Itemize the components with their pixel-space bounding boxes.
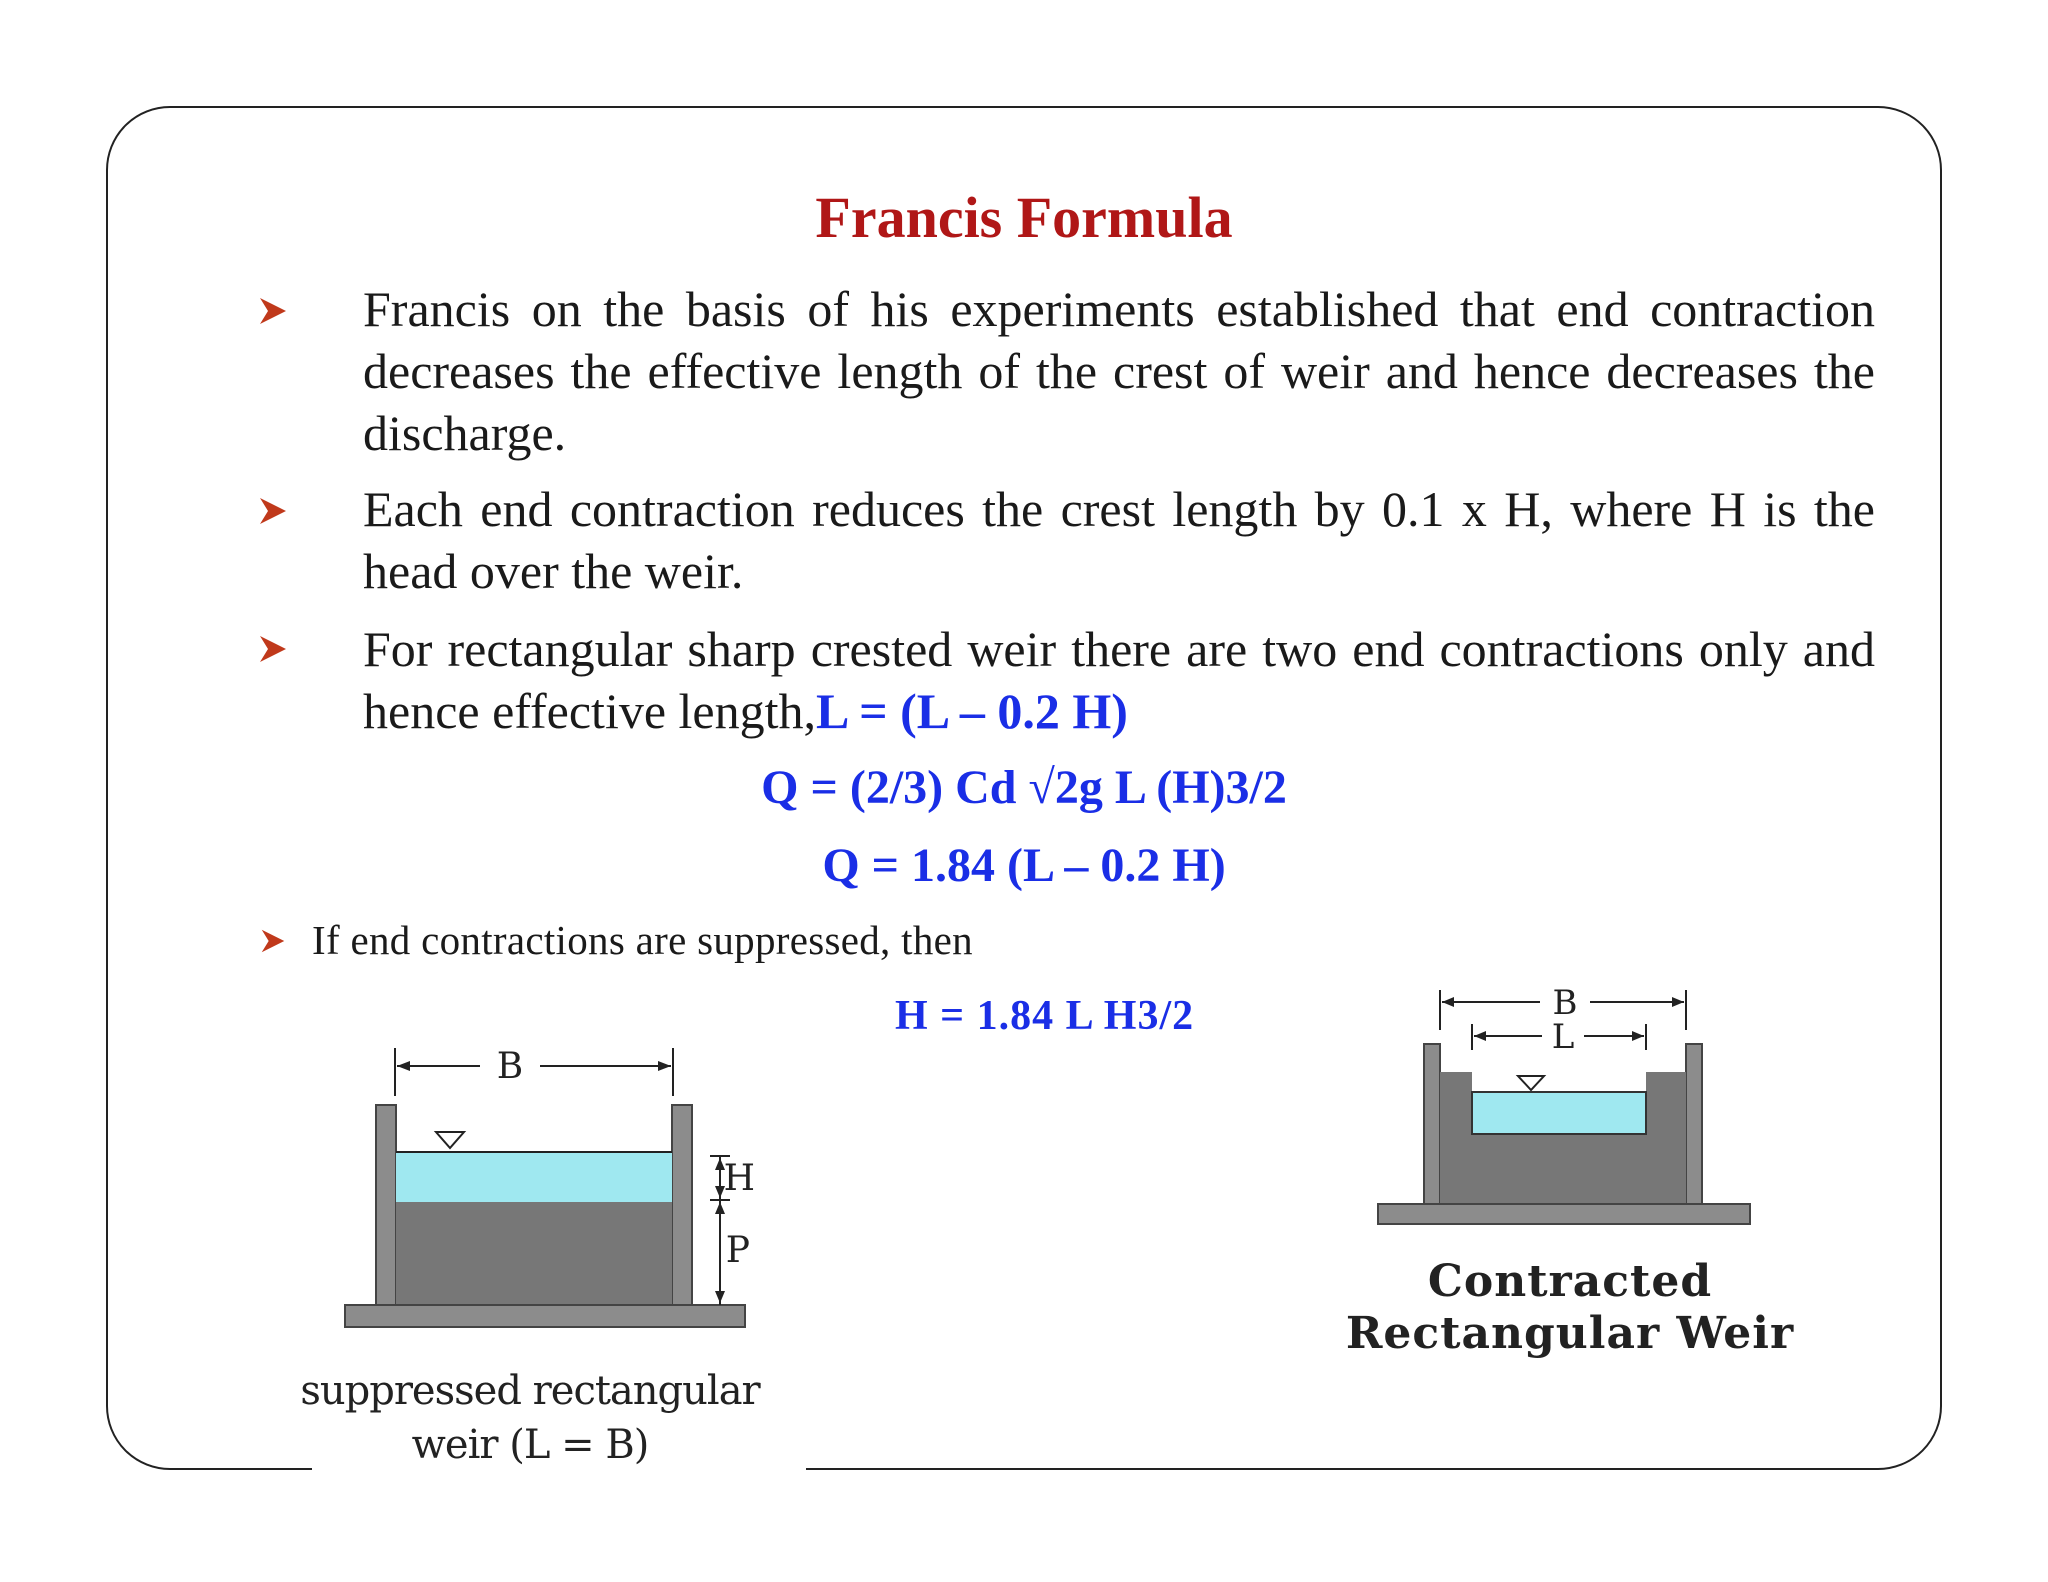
contracted-weir-diagram [1370,980,1760,1250]
suppressed-caption-line-1: suppressed rectangular [300,1368,760,1414]
contracted-dimension-b-label: B [1552,983,1578,1023]
bullet-3-text [363,618,1875,742]
suppressed-weir-caption [300,1364,760,1472]
dimension-b-label: B [496,1046,524,1087]
bullet-3-body: For rectangular sharp crested weir there are two end contractions only and hence effective length, [363,621,1875,739]
suppressed-caption-line-2: weir (L = B) [411,1422,649,1468]
dimension-p-label: P [725,1230,750,1271]
effective-length-equation: L = (L – 0.2 H) [816,683,1128,739]
contracted-caption-line-1: Contracted [1427,1256,1713,1307]
arrow-bullet-icon [260,928,286,954]
arrow-bullet-icon [258,634,288,664]
contracted-caption-line-2: Rectangular Weir [1345,1308,1795,1359]
arrow-bullet-icon [258,296,288,326]
water-level-triangle-icon [436,1132,464,1148]
discharge-equation-2: Q = 1.84 (L – 0.2 H) [822,839,1226,892]
bullet-4-text: If end contractions are suppressed, then [312,917,973,963]
contracted-weir-caption [1320,1256,1820,1360]
dimension-h-label: H [723,1158,755,1199]
discharge-equation-1: Q = (2/3) Cd √2g L (H)3/2 [761,761,1287,814]
bullet-1-text: Francis on the basis of his experiments established that end contraction decreases the effective length of the crest of weir and hence decreases the discharge. [363,281,1875,461]
contracted-dimension-l-label: L [1551,1017,1575,1057]
suppressed-head-equation: H = 1.84 L H3/2 [895,993,1195,1039]
suppressed-weir-diagram [340,1040,760,1350]
bullet-2-text: Each end contraction reduces the crest length by 0.1 x H, where H is the head over the weir. [363,481,1875,599]
arrow-bullet-icon [258,496,288,526]
contracted-water-level-triangle-icon [1518,1076,1544,1090]
slide-title: Francis Formula [815,185,1233,250]
